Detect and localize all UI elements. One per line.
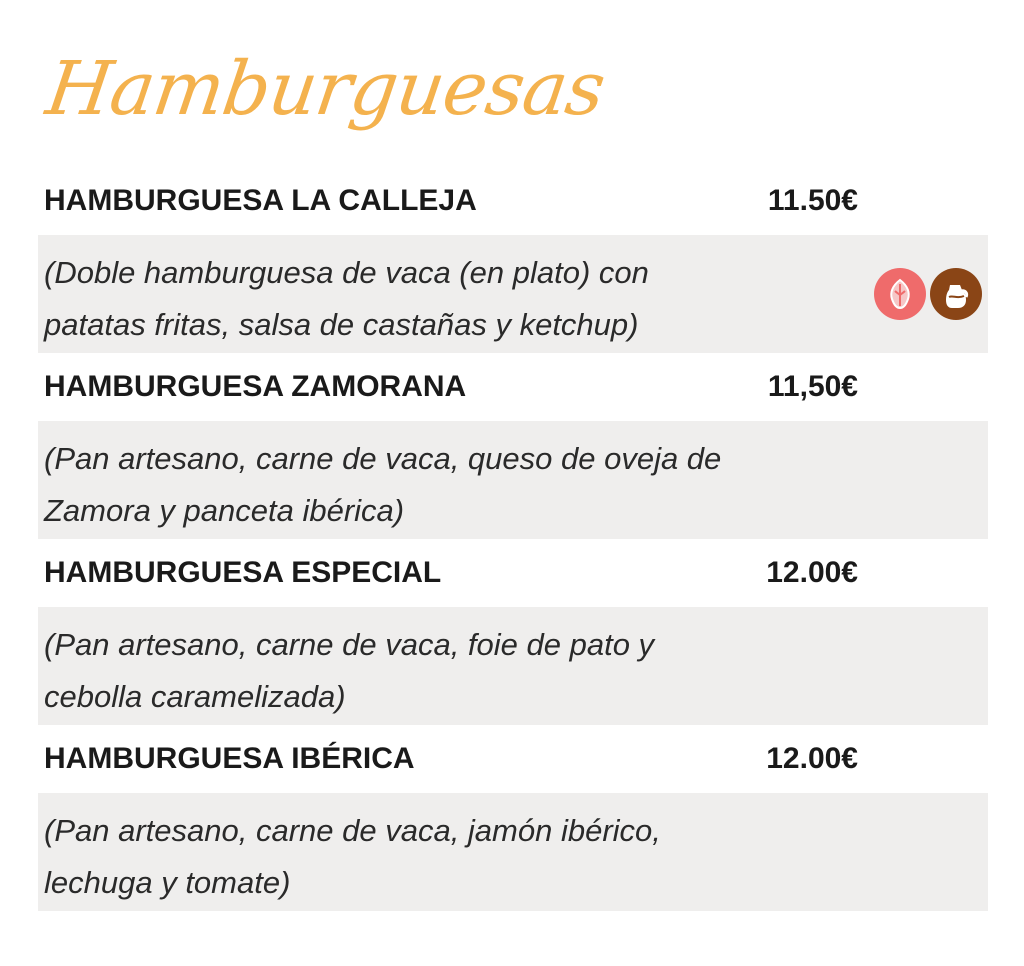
item-price: 11,50€ <box>767 370 858 403</box>
item-name: HAMBURGUESA LA CALLEJA <box>44 184 477 217</box>
item-price: 12.00€ <box>766 556 858 589</box>
item-description: (Pan artesano, carne de vaca, queso de oveja de Zamora y panceta ibérica) <box>44 441 722 528</box>
menu-item-header <box>38 725 988 793</box>
item-price: 12.00€ <box>766 742 858 775</box>
menu-item-header <box>38 539 988 607</box>
nuts-allergen-icon <box>874 268 926 320</box>
milk-allergen-icon <box>930 268 982 320</box>
allergen-icons <box>874 268 982 320</box>
item-name: HAMBURGUESA IBÉRICA <box>44 742 415 775</box>
item-description: (Pan artesano, carne de vaca, foie de pato y cebolla caramelizada) <box>44 627 655 714</box>
item-description-box <box>38 235 988 353</box>
item-description-box <box>38 793 988 911</box>
item-price: 11.50€ <box>767 184 858 217</box>
section-title: Hamburguesas <box>41 46 610 132</box>
menu-item-header <box>38 167 988 235</box>
item-description-box <box>38 421 988 539</box>
item-name: HAMBURGUESA ZAMORANA <box>44 370 467 403</box>
item-description-box <box>38 607 988 725</box>
item-description: (Pan artesano, carne de vaca, jamón ibérico, lechuga y tomate) <box>44 813 661 900</box>
item-description: (Doble hamburguesa de vaca (en plato) con patatas fritas, salsa de castañas y ketchup) <box>44 255 649 342</box>
item-name: HAMBURGUESA ESPECIAL <box>44 556 442 589</box>
menu-item-header <box>38 353 988 421</box>
